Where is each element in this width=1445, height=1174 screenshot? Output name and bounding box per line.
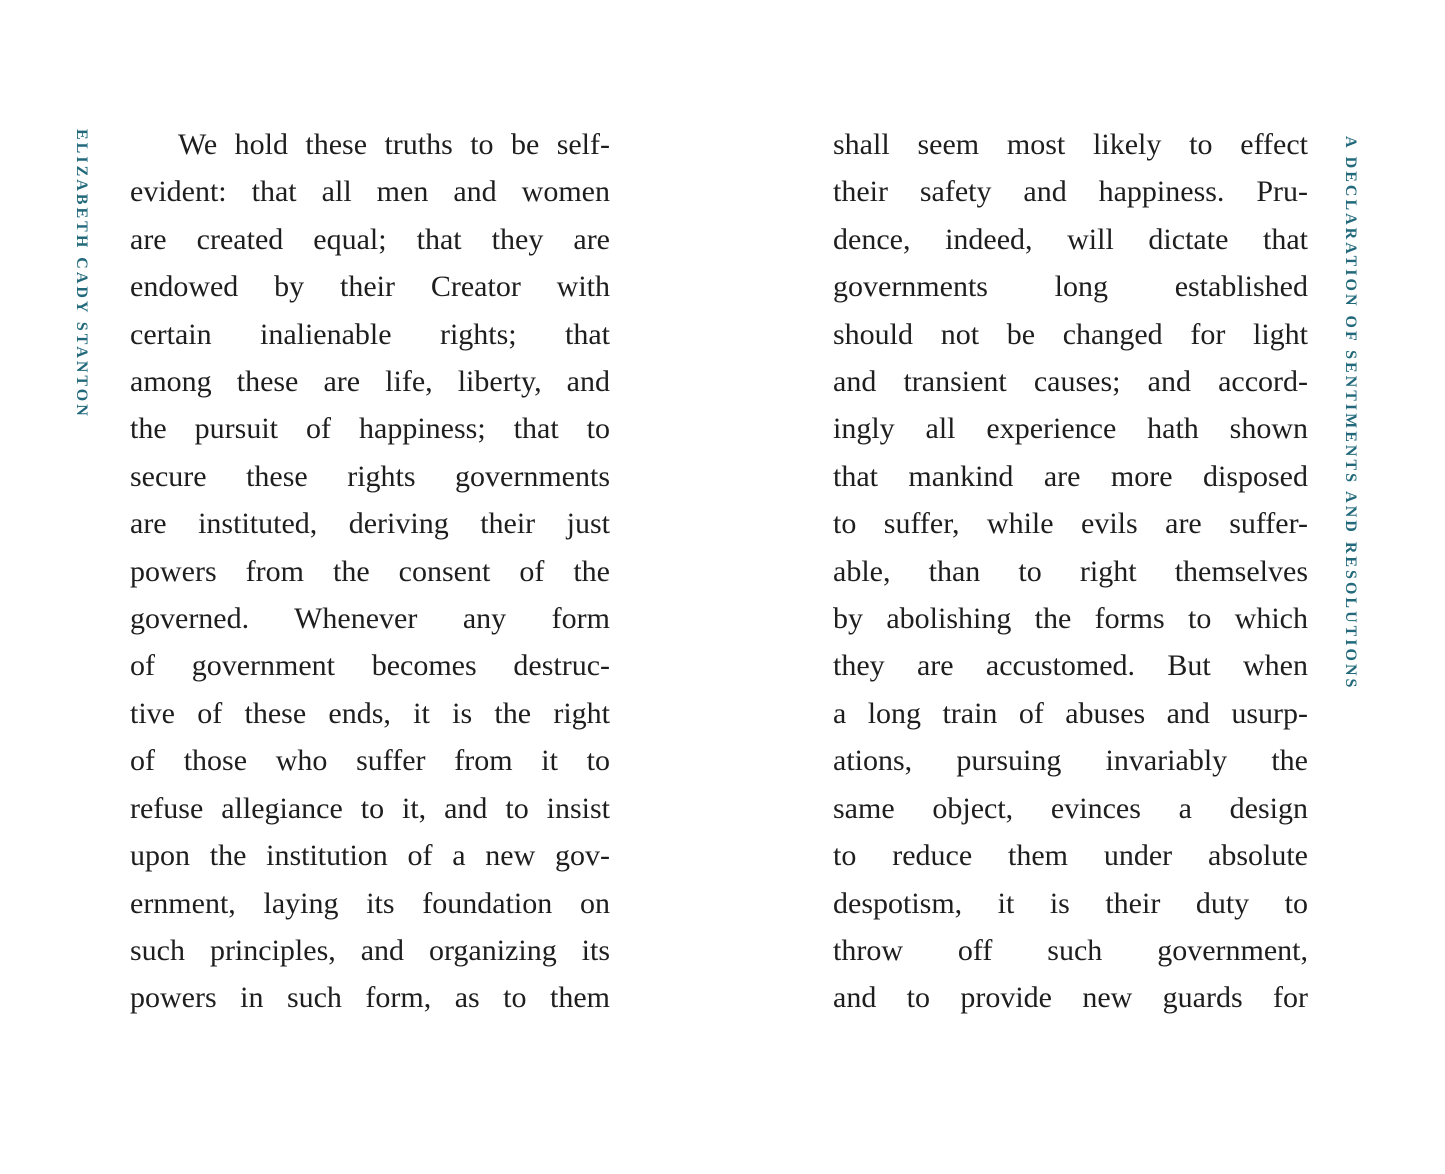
- text-line: their safety and happiness. Pru-: [833, 175, 1308, 209]
- text-line: powers from the consent of the: [130, 554, 610, 588]
- text-line: ernment, laying its foundation on: [130, 886, 610, 920]
- text-line: of government becomes destruc-: [130, 649, 610, 683]
- text-line: ations, pursuing invariably the: [833, 744, 1308, 778]
- right-page-text: [833, 121, 1308, 1022]
- text-line: to reduce them under absolute: [833, 839, 1308, 873]
- text-line: powers in such form, as to them: [130, 981, 610, 1015]
- text-line: are instituted, deriving their just: [130, 507, 610, 541]
- text-line: same object, evinces a design: [833, 791, 1308, 825]
- text-line: secure these rights governments: [130, 459, 610, 493]
- text-line: We hold these truths to be self-: [178, 128, 610, 161]
- text-line: among these are life, liberty, and: [130, 365, 610, 399]
- text-line: and to provide new guards for: [833, 981, 1308, 1015]
- text-line: they are accustomed. But when: [833, 649, 1308, 683]
- text-line: and transient causes; and accord-: [833, 365, 1308, 399]
- chapter-margin-label: A DECLARATION OF SENTIMENTS AND RESOLUTIONS: [1342, 136, 1359, 691]
- text-line: able, than to right themselves: [833, 554, 1308, 588]
- text-line: to suffer, while evils are suffer-: [833, 507, 1308, 541]
- text-line: shall seem most likely to effect: [833, 128, 1308, 161]
- text-line: throw off such government,: [833, 933, 1308, 967]
- text-line: evident: that all men and women: [130, 175, 610, 209]
- text-line: the pursuit of happiness; that to: [130, 412, 610, 446]
- text-line: should not be changed for light: [833, 317, 1308, 351]
- text-line: such principles, and organizing its: [130, 933, 610, 967]
- text-line: tive of these ends, it is the right: [130, 696, 610, 730]
- text-line: dence, indeed, will dictate that: [833, 222, 1308, 256]
- text-line: governments long established: [833, 270, 1308, 304]
- text-line: endowed by their Creator with: [130, 270, 610, 304]
- text-line: that mankind are more disposed: [833, 459, 1308, 493]
- text-line: upon the institution of a new gov-: [130, 839, 610, 873]
- text-line: a long train of abuses and usurp-: [833, 696, 1308, 730]
- text-line: of those who suffer from it to: [130, 744, 610, 778]
- text-line: by abolishing the forms to which: [833, 602, 1308, 636]
- text-line: certain inalienable rights; that: [130, 317, 610, 351]
- text-line: governed. Whenever any form: [130, 602, 610, 636]
- text-line: despotism, it is their duty to: [833, 886, 1308, 920]
- text-line: refuse allegiance to it, and to insist: [130, 791, 610, 825]
- left-page-text: [130, 121, 610, 1022]
- text-line: ingly all experience hath shown: [833, 412, 1308, 446]
- text-line: are created equal; that they are: [130, 222, 610, 256]
- author-margin-label: ELIZABETH CADY STANTON: [73, 129, 90, 419]
